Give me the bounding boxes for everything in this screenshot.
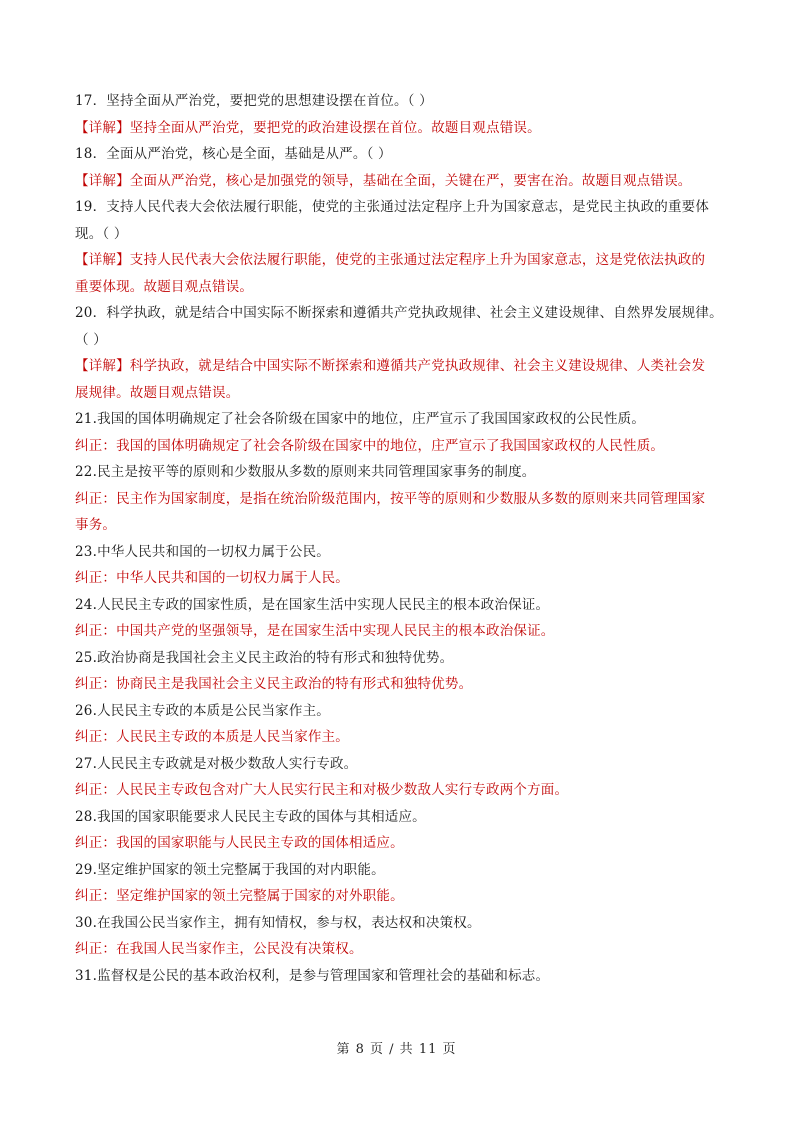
question-line: 28.我国的国家职能要求人民民主专政的国体与其相适应。 [75,808,426,825]
answer-line: 【详解】科学执政，就是结合中国实际不断探索和遵循共产党执政规律、社会主义建设规律、人类社会发 [75,358,706,374]
question-line: 24.人民民主专政的国家性质，是在国家生活中实现人民民主的根本政治保证。 [75,596,550,613]
answer-line: 纠正：我国的国体明确规定了社会各阶级在国家中的地位，庄严宣示了我国国家政权的人民性质。 [75,437,665,454]
question-line: 20．科学执政，就是结合中国实际不断探索和遵循共产党执政规律、社会主义建设规律、自然界发展规律。 [75,305,723,321]
answer-line: 【详解】支持人民代表大会依法履行职能，使党的主张通过法定程序上升为国家意志，这是党依法执政的 [75,252,706,268]
question-line: 现。（ ） [75,225,128,242]
answer-line: 纠正：人民民主专政的本质是人民当家作主。 [75,729,349,745]
answer-line: 事务。 [75,517,117,533]
question-line: 18．全面从严治党，核心是全面，基础是从严。（ ） [75,146,392,162]
answer-line: 纠正：坚定维护国家的领土完整属于国家的对外职能。 [75,888,404,904]
question-line: 30.在我国公民当家作主，拥有知情权，参与权，表达权和决策权。 [75,914,481,931]
question-line: 21.我国的国体明确规定了社会各阶级在国家中的地位，庄严宣示了我国国家政权的公民性质。 [75,411,646,427]
question-list [75,88,725,989]
answer-line: 【详解】坚持全面从严治党，要把党的政治建设摆在首位。故题目观点错误。 [75,119,541,136]
question-line: 17．坚持全面从严治党，要把党的思想建设摆在首位。（ ） [75,93,433,109]
answer-line: 纠正：我国的国家职能与人民民主专政的国体相适应。 [75,835,404,851]
answer-line: 纠正：中华人民共和国的一切权力属于人民。 [75,570,349,586]
question-line: 19．支持人民代表大会依法履行职能，使党的主张通过法定程序上升为国家意志，是党民主执政的重要体 [75,199,710,215]
question-line: 27.人民民主专政就是对极少数敌人实行专政。 [75,755,358,772]
answer-line: 【详解】全面从严治党，核心是加强党的领导，基础在全面，关键在严，要害在治。故题目观点错误。 [75,172,692,189]
question-line: 29.坚定维护国家的领土完整属于我国的对内职能。 [75,861,385,878]
question-line: 23.中华人民共和国的一切权力属于公民。 [75,543,330,560]
answer-line: 重要体现。故题目观点错误。 [75,278,254,295]
question-line: （ ） [75,331,107,348]
question-line: 22.民主是按平等的原则和少数服从多数的原则来共同管理国家事务的制度。 [75,464,536,480]
question-line: 25.政治协商是我国社会主义民主政治的特有形式和独特优势。 [75,649,454,666]
question-line: 31.监督权是公民的基本政治权利，是参与管理国家和管理社会的基础和标志。 [75,967,550,984]
answer-line: 纠正：中国共产党的坚强领导，是在国家生活中实现人民民主的根本政治保证。 [75,623,555,639]
answer-line: 纠正：协商民主是我国社会主义民主政治的特有形式和独特优势。 [75,676,473,692]
page-footer: 第 8 页 / 共 11 页 [336,1042,457,1057]
answer-line: 纠正：人民民主专政包含对广大人民实行民主和对极少数敌人实行专政两个方面。 [75,782,569,798]
answer-line: 纠正：民主作为国家制度，是指在统治阶级范围内，按平等的原则和少数服从多数的原则来共同管理国家 [75,490,706,507]
answer-line: 纠正：在我国人民当家作主，公民没有决策权。 [75,941,363,957]
answer-line: 展规律。故题目观点错误。 [75,384,240,401]
question-line: 26.人民民主专政的本质是公民当家作主。 [75,702,330,719]
